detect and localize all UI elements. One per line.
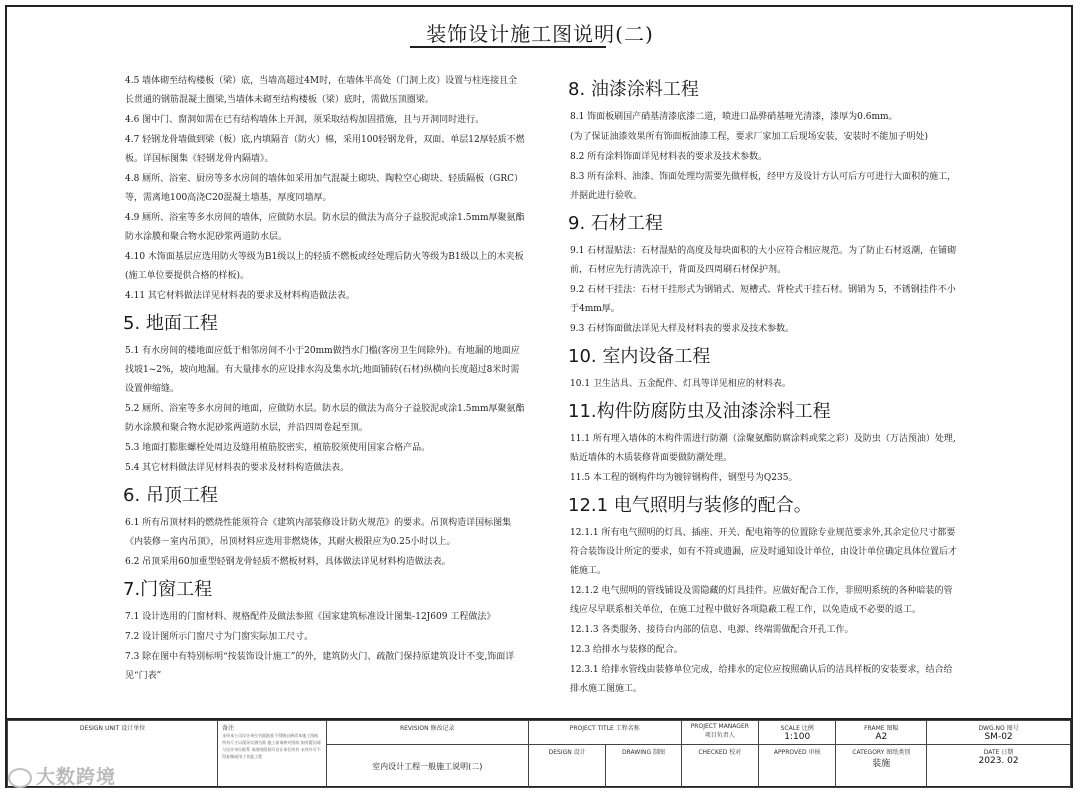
spec-paragraph: 7.2 设计图所示门窗尺寸为门窗实际加工尺寸。 — [125, 632, 314, 642]
checked-cell: CHECKED 校对 — [681, 745, 758, 788]
category-value: 装施 — [872, 759, 891, 769]
right-column — [570, 72, 960, 700]
drawing-cell: DRAWING 制图 — [606, 745, 681, 788]
title-underline — [410, 46, 606, 48]
spec-paragraph: 12.1.3 各类服务、接待台内部的信息、电源、终端需做配合开孔工作。 — [570, 625, 854, 635]
scale-value: 1:100 — [784, 732, 811, 742]
design-cell: DESIGN 设计 — [528, 745, 605, 788]
notes-cell: 备注 未经本公司设计单位书面批准不得擅自修改本施工图纸 所有尺寸以现场实测为准 施工前请核对图纸 如有疑问请与设计单位联系 本图纸版权归设计单位所有 未经许可不得复制或用于其他工程 — [218, 721, 326, 788]
section-heading: 12.1 电气照明与装修的配合。 — [568, 495, 812, 516]
spec-paragraph: 12.3 给排水与装修的配合。 — [570, 645, 683, 655]
project-manager-cell: PROJECT MANAGER 项目负责人 — [681, 721, 758, 745]
spec-paragraph: 8.2 所有涂料饰面详见材料表的要求及技术参数。 — [570, 152, 768, 162]
dwg-no-cell: DWG.NO 图号 SM-02 — [927, 721, 1071, 745]
spec-paragraph: 4.10 木饰面基层应选用防火等级为B1级以上的轻质不燃板或经处理后防火等级为B1级以上的木夹板(施工单位要提供合格的样板)。 — [125, 252, 524, 281]
section-heading: 5. 地面工程 — [123, 313, 218, 334]
page-title: 装饰设计施工图说明(二) — [426, 22, 654, 46]
spec-paragraph: 10.1 卫生洁具、五金配件、灯具等详见相应的材料表。 — [570, 379, 791, 389]
section-heading: 7.门窗工程 — [123, 579, 213, 600]
spec-paragraph: 12.1.2 电气照明的管线铺设及需隐藏的灯具挂件。应做好配合工作，非照明系统的各种暗装的管线应尽早联系相关单位，在施工过程中做好各项隐蔽工程工作，以免造成不必要的返工。 — [570, 586, 953, 615]
left-column — [125, 72, 525, 687]
spec-paragraph: (为了保证油漆效果所有饰面板油漆工程，要求厂家加工后现场安装，安装时不能加子明处) — [570, 132, 929, 142]
spec-paragraph: 8.1 饰面板刷国产硝基清漆底漆二道，喷进口晶骅硝基哑光清漆，漆厚为0.6mm。 — [570, 112, 898, 122]
spec-paragraph: 6.2 吊顶采用60加重型轻钢龙骨轻质不燃板材料，具体做法详见材料构造做法表。 — [125, 557, 451, 567]
spec-paragraph: 8.3 所有涂料、油漆、饰面处理均需要先做样板，经甲方及设计方认可后方可进行大面积的施工，并据此进行验收。 — [570, 172, 957, 201]
title-block — [7, 718, 1071, 788]
approved-cell: APPROVED 审核 — [759, 745, 836, 788]
revision-cell: REVISION 修改记录 — [326, 721, 528, 745]
spec-paragraph: 11.1 所有埋入墙体的木构件需进行防潮（涂聚氨酯防腐涂料或桨之彩）及防虫（万洁预油）处理,贴近墙体的木质装修背面要做防潮处理。 — [570, 434, 956, 463]
spec-paragraph: 12.1.1 所有电气照明的灯具、插座、开关、配电箱等的位置除专业规范要求外,其余定位尺寸都要符合装饰设计所定的要求，如有不符或遗漏，应及时通知设计单位，由设计单位确定具体位置后才能施工。 — [570, 528, 958, 576]
section-heading: 9. 石材工程 — [568, 213, 663, 234]
spec-paragraph: 4.7 轻钢龙骨墙做到梁（板）底,内填隔音（防火）棉，采用100轻钢龙骨，双面、单层12厚轻质不燃板。详国标图集《轻钢龙骨内隔墙》。 — [125, 135, 525, 164]
section-heading: 11.构件防腐防虫及油漆涂料工程 — [568, 401, 831, 422]
spec-paragraph: 5.4 其它材料做法详见材料表的要求及材料构造做法表。 — [125, 463, 350, 473]
date-cell: DATE 日期 2023. 02 — [927, 745, 1071, 788]
spec-paragraph: 5.3 地面打膨胀螺栓处周边及缝用植筋胶密实，植筋胶须使用国家合格产品。 — [125, 443, 431, 453]
section-heading: 6. 吊顶工程 — [123, 485, 218, 506]
spec-paragraph: 9.1 石材湿贴法：石材湿贴的高度及每块面积的大小应符合相应规范。为了防止石材返潮，在铺砌前，石材应先行清洗凉干，背面及四周刷石材保护剂。 — [570, 246, 957, 275]
spec-paragraph: 12.3.1 给排水管线由装修单位完成，给排水的定位应按照确认后的洁具样板的安装要求，结合给排水施工图施工。 — [570, 665, 953, 694]
project-title-cell: PROJECT TITLE 工程名称 — [528, 721, 681, 745]
spec-paragraph: 5.1 有水房间的楼地面应低于相邻房间不小于20mm做挡水门槛(客房卫生间除外)。有地漏的地面应找坡1~2%，坡向地漏。有大量排水的应设排水沟及集水坑;地面铺砖(石材)纵横向长度超过8米时需设置伸缩缝。 — [125, 346, 520, 394]
spec-paragraph: 9.3 石材饰面做法详见大样及材料表的要求及技术参数。 — [570, 324, 795, 334]
spec-paragraph: 9.2 石材干挂法：石材干挂形式为钢销式、短槽式、背栓式干挂石材。钢销为 5，不锈钢挂件不小于4mm厚。 — [570, 285, 956, 314]
frame-value: A2 — [875, 732, 888, 742]
spec-paragraph: 7.1 设计选用的门窗材料、规格配件及做法参照《国家建筑标准设计图集-12J609 工程做法》 — [125, 612, 496, 622]
spec-paragraph: 6.1 所有吊顶材料的燃烧性能须符合《建筑内部装修设计防火规范》的要求。吊顶构造详国标图集《内装修－室内吊顶》，吊顶材料应选用非燃烧体，其耐火极限应为0.25小时以上。 — [125, 518, 512, 547]
spec-paragraph: 4.5 墙体砌至结构楼板（梁）底，当墙高超过4M时，在墙体半高处（门洞上皮）设置与柱连接且全长贯通的钢筋混凝土圈梁,当墙体未砌至结构楼板（梁）底时，需做压顶圈梁。 — [125, 76, 518, 105]
section-heading: 10. 室内设备工程 — [568, 346, 711, 367]
spec-paragraph: 4.11 其它材料做法详见材料表的要求及材料构造做法表。 — [125, 291, 355, 301]
watermark-logo: 大数跨境 — [8, 762, 116, 789]
spec-paragraph: 11.5 本工程的钢构件均为镀锌钢构件，钢型号为Q235。 — [570, 473, 798, 483]
spec-paragraph: 4.6 图中门、窗洞如需在已有结构墙体上开洞，须采取结构加固措施，且与开洞同时进行。 — [125, 115, 485, 125]
section-heading: 8. 油漆涂料工程 — [568, 79, 699, 100]
watermark-icon — [8, 768, 32, 788]
frame-cell: FRAME 图幅 A2 — [836, 721, 927, 745]
design-unit-cell: DESIGN UNIT 设计单位 — [8, 721, 218, 788]
spec-paragraph: 4.9 厕所、浴室等多水房间的墙体，应做防水层。防水层的做法为高分子益胶泥或涂1.5mm厚聚氨酯防水涂膜和聚合物水泥砂浆两道防水层。 — [125, 213, 525, 242]
scale-cell: SCALE 比例 1:100 — [759, 721, 836, 745]
spec-paragraph: 7.3 除在图中有特别标明“按装饰设计施工”的外，建筑防火门、疏散门保持原建筑设计不变,饰面详见“门表” — [125, 652, 515, 681]
drawing-title-cell: 室内设计工程一般施工说明(二) — [326, 745, 528, 788]
spec-paragraph: 4.8 厕所、浴室、厨房等多水房间的墙体如采用加气混凝土砌块、陶粒空心砌块、轻质隔板（GRC）等，需离地100高浇C20混凝土墙基，厚度同墙厚。 — [125, 174, 524, 203]
date-value: 2023. 02 — [978, 756, 1019, 766]
spec-paragraph: 5.2 厕所、浴室等多水房间的地面，应做防水层。防水层的做法为高分子益胶泥或涂1.5mm厚聚氨酯防水涂膜和聚合物水泥砂浆两道防水层，并沿四周卷起至顶。 — [125, 404, 525, 433]
dwg-no-value: SM-02 — [984, 732, 1013, 742]
category-cell: CATEGORY 图纸类别 装施 — [836, 745, 927, 788]
